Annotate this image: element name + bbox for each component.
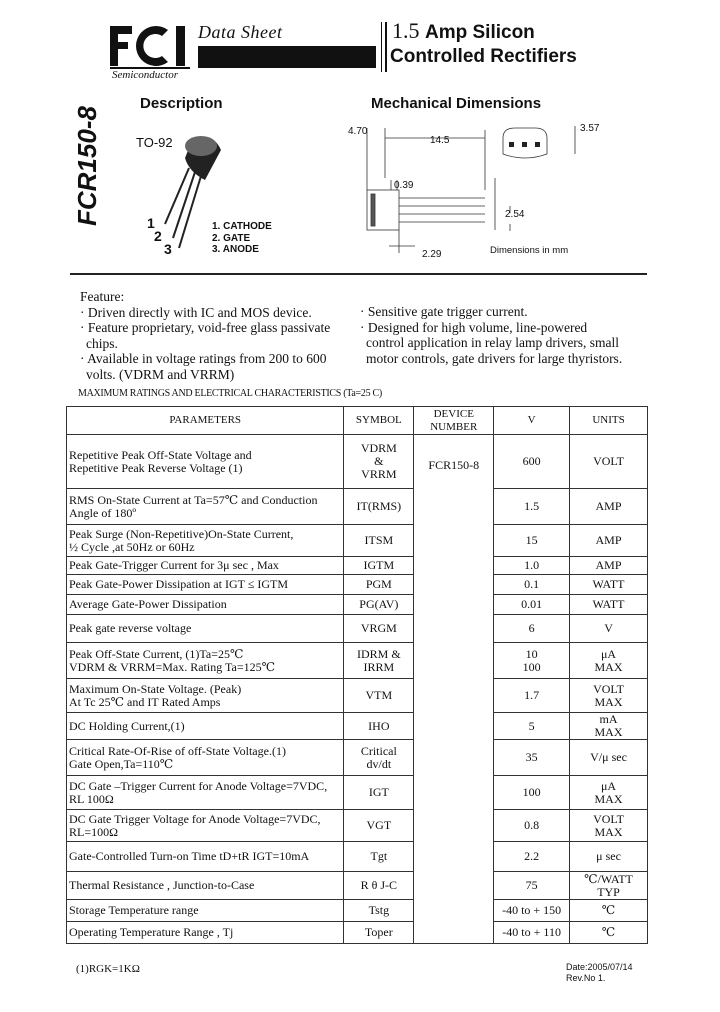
features-heading: Feature:	[80, 289, 125, 304]
symbol-cell: IHO	[344, 713, 414, 740]
col-header-value: V	[494, 407, 570, 435]
device-cell: FCR150-8	[414, 435, 494, 944]
param-cell: Peak Gate-Trigger Current for 3μ sec , Max	[67, 557, 344, 575]
unit-cell: VOLT MAX	[570, 679, 648, 713]
symbol-cell: ITSM	[344, 525, 414, 557]
feature-item: · Driven directly with IC and MOS device.	[80, 304, 312, 320]
param-cell: Storage Temperature range	[67, 900, 344, 922]
param-cell: DC Holding Current,(1)	[67, 713, 344, 740]
ratings-table-body	[67, 435, 648, 944]
param-cell: Repetitive Peak Off-State Voltage and Repetitive Peak Reverse Voltage (1)	[67, 435, 344, 489]
symbol-cell: PG(AV)	[344, 595, 414, 615]
value-cell: 10 100	[494, 643, 570, 679]
symbol-cell: PGM	[344, 575, 414, 595]
title-rest: Amp Silicon	[425, 22, 535, 43]
value-cell: 1.0	[494, 557, 570, 575]
pin-gate: 2. GATE	[212, 232, 251, 244]
doc-title-line1	[392, 18, 535, 44]
param-cell: DC Gate –Trigger Current for Anode Voltage=7VDC, RL 100Ω	[67, 776, 344, 810]
table-row	[67, 922, 648, 944]
feature-item: chips.	[86, 335, 118, 351]
pin-number-2: 2	[154, 228, 162, 244]
doc-revision: Rev.No 1.	[566, 973, 606, 983]
table-row	[67, 557, 648, 575]
table-row	[67, 872, 648, 900]
dim-thickness: 3.57	[580, 123, 600, 134]
value-cell: 1.5	[494, 489, 570, 525]
param-cell: DC Gate Trigger Voltage for Anode Voltage=7VDC, RL=100Ω	[67, 810, 344, 842]
symbol-cell: Tgt	[344, 842, 414, 872]
description-heading: Description	[140, 95, 223, 112]
table-row	[67, 615, 648, 643]
value-cell: 0.01	[494, 595, 570, 615]
table-row	[67, 679, 648, 713]
header-bar	[198, 46, 376, 68]
symbol-cell: VGT	[344, 810, 414, 842]
unit-cell: ℃	[570, 922, 648, 944]
param-cell: Peak Surge (Non-Repetitive)On-State Current, ½ Cycle ,at 50Hz or 60Hz	[67, 525, 344, 557]
feature-item: · Designed for high volume, line-powered	[360, 319, 588, 335]
mechanical-heading: Mechanical Dimensions	[371, 95, 542, 112]
table-row	[67, 575, 648, 595]
param-cell: Average Gate-Power Dissipation	[67, 595, 344, 615]
param-cell: Peak Gate-Power Dissipation at IGT ≤ IGTM	[67, 575, 344, 595]
table-caption: MAXIMUM RATINGS AND ELECTRICAL CHARACTERISTICS (Ta=25 C)	[78, 388, 382, 399]
symbol-cell: IGT	[344, 776, 414, 810]
symbol-cell: VRGM	[344, 615, 414, 643]
title-current: 1.5	[392, 18, 420, 43]
unit-cell: ℃	[570, 900, 648, 922]
dim-width: 4.70	[348, 126, 368, 137]
unit-cell: WATT	[570, 575, 648, 595]
pin-anode: 3. ANODE	[212, 244, 259, 255]
dim-pitch: 2.54	[505, 209, 525, 220]
ratings-table	[66, 406, 648, 944]
doc-date: Date:2005/07/14	[566, 962, 633, 972]
unit-cell: μA MAX	[570, 643, 648, 679]
value-cell: 35	[494, 740, 570, 776]
feature-item: · Available in voltage ratings from 200 to 600	[80, 351, 327, 366]
header-divider-thick	[385, 22, 387, 72]
col-header-symbol: SYMBOL	[344, 407, 414, 435]
value-cell: 75	[494, 872, 570, 900]
pin-number-3: 3	[164, 241, 172, 257]
fci-logo	[110, 24, 196, 74]
table-row	[67, 810, 648, 842]
feature-item: volts. (VDRM and VRRM)	[86, 366, 235, 382]
table-row	[67, 435, 648, 489]
param-cell: Maximum On-State Voltage. (Peak) At Tc 25℃ and IT Rated Amps	[67, 679, 344, 713]
table-row	[67, 776, 648, 810]
value-cell: 0.1	[494, 575, 570, 595]
features-left	[80, 289, 362, 382]
unit-cell: mA MAX	[570, 713, 648, 740]
param-cell: Operating Temperature Range , Tj	[67, 922, 344, 944]
symbol-cell: VDRM & VRRM	[344, 435, 414, 489]
unit-cell: VOLT MAX	[570, 810, 648, 842]
table-row	[67, 643, 648, 679]
pin-list	[212, 221, 272, 256]
table-row	[67, 740, 648, 776]
unit-cell: VOLT	[570, 435, 648, 489]
section-divider	[70, 273, 647, 275]
value-cell: -40 to + 150	[494, 900, 570, 922]
mechanical-drawing	[345, 118, 605, 264]
feature-item: · Feature proprietary, void-free glass passivate	[80, 320, 331, 335]
dim-unit-note: Dimensions in mm	[490, 245, 569, 256]
dim-offset: 2.29	[422, 249, 442, 260]
unit-cell: AMP	[570, 557, 648, 575]
symbol-cell: Tstg	[344, 900, 414, 922]
feature-item: motor controls, gate drivers for large thyristors.	[366, 350, 623, 366]
package-label: TO-92	[136, 135, 173, 150]
dim-lead-width: 0.39	[394, 180, 414, 191]
pin-number-1: 1	[147, 215, 155, 231]
header-divider	[381, 22, 382, 72]
table-row	[67, 525, 648, 557]
unit-cell: V/μ sec	[570, 740, 648, 776]
symbol-cell: IDRM & IRRM	[344, 643, 414, 679]
dim-lead-length: 14.5	[430, 135, 450, 146]
param-cell: Gate-Controlled Turn-on Time tD+tR IGT=10mA	[67, 842, 344, 872]
table-row	[67, 489, 648, 525]
value-cell: -40 to + 110	[494, 922, 570, 944]
value-cell: 2.2	[494, 842, 570, 872]
unit-cell: WATT	[570, 595, 648, 615]
pin-cathode: 1. CATHODE	[212, 221, 272, 232]
value-cell: 1.7	[494, 679, 570, 713]
col-header-device-number: DEVICE NUMBER	[414, 407, 494, 435]
part-number-vertical: FCR150-8	[72, 106, 102, 226]
value-cell: 0.8	[494, 810, 570, 842]
param-cell: Critical Rate-Of-Rise of off-State Voltage.(1) Gate Open,Ta=110℃	[67, 740, 344, 776]
param-cell: RMS On-State Current at Ta=57℃ and Conduction Angle of 180º	[67, 489, 344, 525]
footnote: (1)RGK=1KΩ	[76, 963, 140, 975]
unit-cell: V	[570, 615, 648, 643]
symbol-cell: Critical dv/dt	[344, 740, 414, 776]
unit-cell: ℃/WATT TYP	[570, 872, 648, 900]
doc-type: Data Sheet	[198, 22, 283, 42]
table-row	[67, 842, 648, 872]
value-cell: 600	[494, 435, 570, 489]
features-right	[360, 304, 650, 366]
unit-cell: μ sec	[570, 842, 648, 872]
col-header-parameters: PARAMETERS	[67, 407, 344, 435]
symbol-cell: Toper	[344, 922, 414, 944]
logo-subtitle: Semiconductor	[112, 69, 178, 81]
feature-item: control application in relay lamp drivers, small	[366, 335, 620, 350]
unit-cell: μA MAX	[570, 776, 648, 810]
table-row	[67, 900, 648, 922]
value-cell: 6	[494, 615, 570, 643]
value-cell: 100	[494, 776, 570, 810]
symbol-cell: IT(RMS)	[344, 489, 414, 525]
feature-item: · Sensitive gate trigger current.	[360, 304, 528, 319]
revision-info	[566, 962, 633, 984]
param-cell: Peak gate reverse voltage	[67, 615, 344, 643]
table-row	[67, 595, 648, 615]
param-cell: Peak Off-State Current, (1)Ta=25℃ VDRM & VRRM=Max. Rating Ta=125℃	[67, 643, 344, 679]
symbol-cell: VTM	[344, 679, 414, 713]
symbol-cell: IGTM	[344, 557, 414, 575]
table-row	[67, 713, 648, 740]
value-cell: 15	[494, 525, 570, 557]
unit-cell: AMP	[570, 489, 648, 525]
doc-title-line2: Controlled Rectifiers	[390, 46, 577, 67]
value-cell: 5	[494, 713, 570, 740]
col-header-units: UNITS	[570, 407, 648, 435]
unit-cell: AMP	[570, 525, 648, 557]
symbol-cell: R θ J-C	[344, 872, 414, 900]
param-cell: Thermal Resistance , Junction-to-Case	[67, 872, 344, 900]
